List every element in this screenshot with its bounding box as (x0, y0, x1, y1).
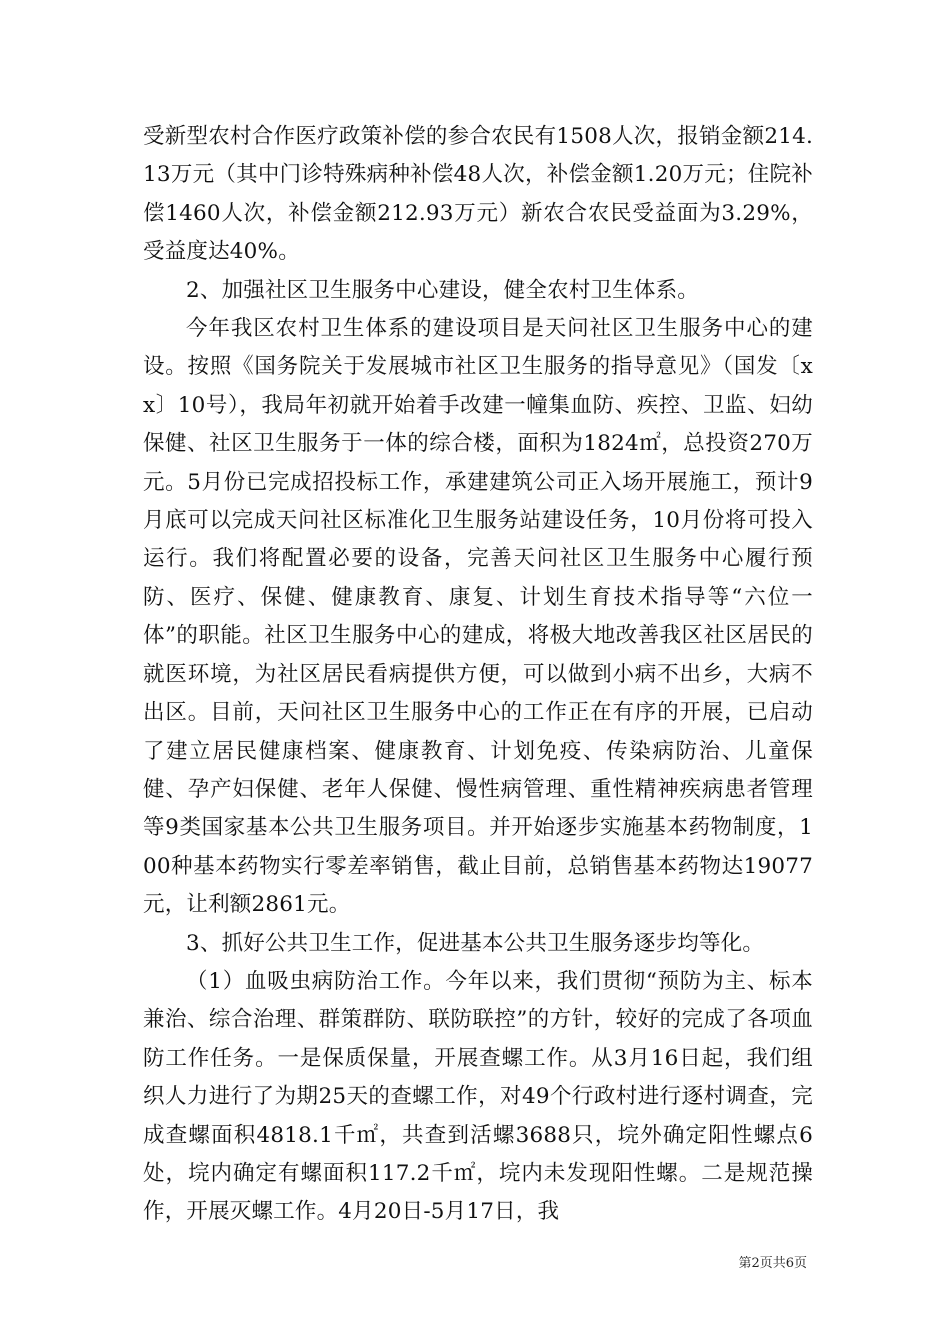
paragraph-5: （1）血吸虫病防治工作。今年以来，我们贯彻“预防为主、标本兼治、综合治理、群策群防、联防联控”的方针，较好的完成了各项血防工作任务。一是保质保量，开展查螺工作。从3月16日起，我们组织人力进行了为期25天的查螺工作，对49个行政村进行逐村调查，完成查螺面积4818.1千㎡，共查到活螺3688只，垸外确定阳性螺点6处，垸内确定有螺面积117.2千㎡，垸内未发现阳性螺。二是规范操作，开展灭螺工作。4月20日-5月17日，我 (143, 968, 813, 1225)
paragraph-2-heading: 2、加强社区卫生服务中心建设，健全农村卫生体系。 (186, 277, 699, 303)
paragraph-4-heading: 3、抓好公共卫生工作，促进基本公共卫生服务逐步均等化。 (186, 930, 765, 956)
document-body (143, 118, 813, 1232)
paragraph-3: 今年我区农村卫生体系的建设项目是天问社区卫生服务中心的建设。按照《国务院关于发展城市社区卫生服务的指导意见》（国发〔xx〕10号），我局年初就开始着手改建一幢集血防、疾控、卫监、妇幼保健、社区卫生服务于一体的综合楼，面积为1824㎡，总投资270万元。5月份已完成招投标工作，承建建筑公司正入场开展施工，预计9月底可以完成天问社区标准化卫生服务站建设任务，10月份将可投入运行。我们将配置必要的设备，完善天问社区卫生服务中心履行预防、医疗、保健、健康教育、康复、计划生育技术指导等“六位一体”的职能。社区卫生服务中心的建成，将极大地改善我区社区居民的就医环境，为社区居民看病提供方便，可以做到小病不出乡，大病不出区。目前，天问社区卫生服务中心的工作正在有序的开展，已启动了建立居民健康档案、健康教育、计划免疫、传染病防治、儿童保健、孕产妇保健、老年人保健、慢性病管理、重性精神疾病患者管理等9类国家基本公共卫生服务项目。并开始逐步实施基本药物制度，100种基本药物实行零差率销售，截止目前，总销售基本药物达19077元，让利额2861元。 (143, 316, 813, 918)
paragraph-1: 受新型农村合作医疗政策补偿的参合农民有1508人次，报销金额214.13万元（其中门诊特殊病种补偿48人次，补偿金额1.20万元；住院补偿1460人次，补偿金额212.93万元）新农合农民受益面为3.29%，受益度达40%。 (143, 124, 813, 265)
page-number-footer: 第2页共6页 (738, 1256, 807, 1271)
